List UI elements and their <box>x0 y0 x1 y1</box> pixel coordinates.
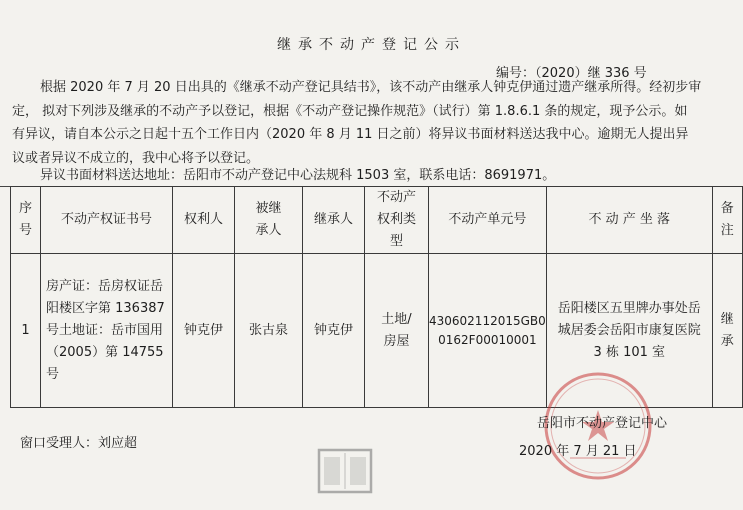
document-number: 编号：（2020）继 336 号 <box>496 66 647 81</box>
header-heir: 继承人 <box>303 187 365 254</box>
notice-body-line: 根据 2020 年 7 月 20 日出具的《继承不动产登记具结书》，该不动产由继承人钟克伊通过遗产继承所得。经初步审 <box>40 80 702 95</box>
notice-body-line: 定， 拟对下列涉及继承的不动产予以登记，根据《不动产登记操作规范》（试行）第 1.8.6.1 条的规定，现予公示。如 <box>12 103 688 119</box>
header-cert-no: 不动产权证书号 <box>41 187 173 254</box>
cell-seq: 1 <box>11 254 41 408</box>
cell-holder: 钟克伊 <box>173 254 235 408</box>
table-header-row <box>11 187 743 254</box>
cell-unit-no: 430602112015GB0 0162F00010001 <box>429 254 547 408</box>
header-right-type: 不动产 权利类 型 <box>365 187 429 254</box>
notice-body-line: 议或者异议不成立的，我中心将予以登记。 <box>12 150 260 166</box>
header-location: 不 动 产 坐 落 <box>546 187 712 254</box>
header-unit-no: 不动产单元号 <box>429 187 547 254</box>
cell-right-type: 土地/ 房屋 <box>365 254 429 408</box>
cell-remark: 继 承 <box>712 254 742 408</box>
header-deceased: 被继 承人 <box>235 187 303 254</box>
cell-cert-no: 房产证：岳房权证岳 阳楼区字第 136387 号土地证：岳市国用 （2005）第 14755 号 <box>41 254 173 408</box>
issue-date: 2020 年 7 月 21 日 <box>519 444 637 459</box>
objection-address: 异议书面材料送达地址：岳阳市不动产登记中心法规科 1503 室，联系电话：8691971。 <box>40 168 556 183</box>
notice-title: 继承不动产登记公示 <box>277 37 466 53</box>
stamp-right-mark <box>350 457 366 485</box>
header-remark: 备 注 <box>712 187 742 254</box>
header-holder: 权利人 <box>173 187 235 254</box>
cell-heir: 钟克伊 <box>303 254 365 408</box>
window-receiver: 窗口受理人：刘应超 <box>20 436 138 451</box>
cell-deceased: 张古泉 <box>235 254 303 408</box>
issuer-name: 岳阳市不动产登记中心 <box>537 416 668 431</box>
stamp-left-mark <box>324 457 340 485</box>
notice-body <box>12 76 734 170</box>
notice-body-line: 有异议，请自本公示之日起十五个工作日内（2020 年 8 月 11 日之前）将异议书面材料送达我中心。逾期无人提出异 <box>12 127 689 142</box>
cell-location: 岳阳楼区五里牌办事处岳 城居委会岳阳市康复医院 3 栋 101 室 <box>546 254 712 408</box>
receiver-stamp <box>316 447 374 495</box>
header-seq: 序 号 <box>11 187 41 254</box>
